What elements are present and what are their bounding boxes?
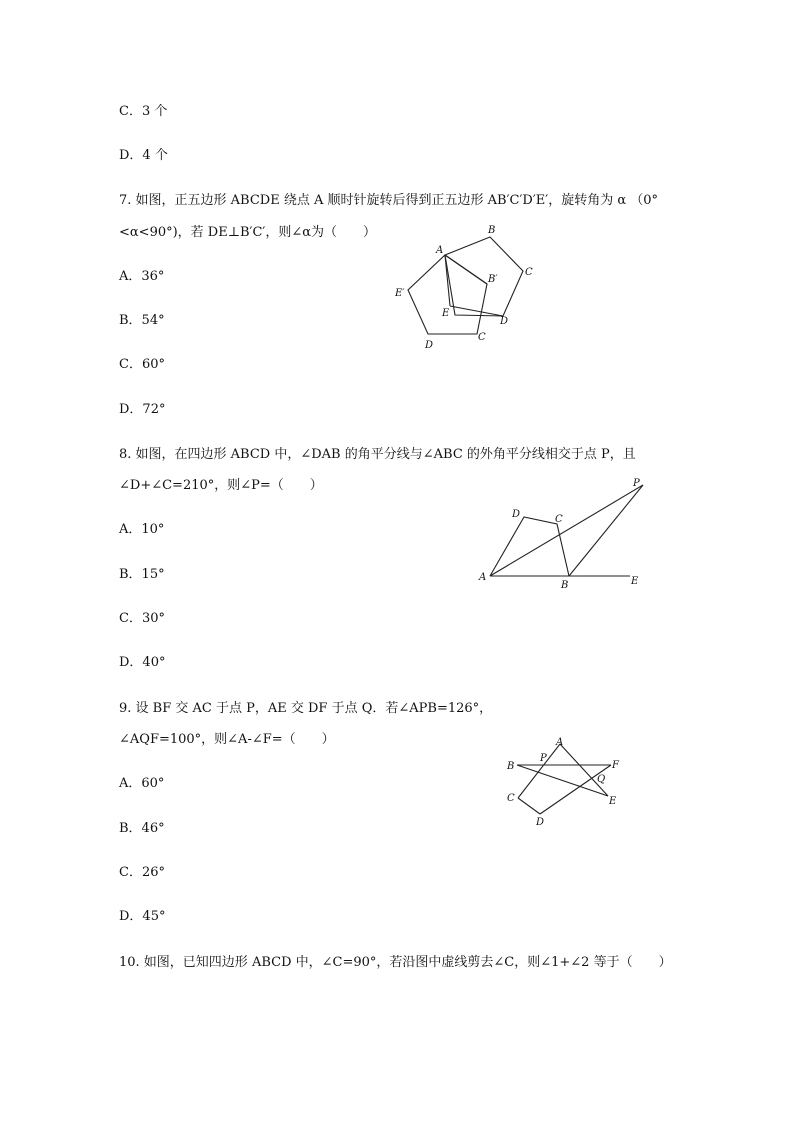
label-E: E [442,308,450,319]
quadrilateral-bisector-figure [474,474,649,592]
label-P: P [540,753,547,764]
label-D: D [512,509,521,520]
label-A: A [556,737,564,748]
label-E: E [609,796,617,807]
question-7-stem-cont: <α<90°)，若 DE⊥B′C′，则∠α为（ ） [119,225,377,240]
option-8c: C．30° [119,611,165,626]
label-B-prime: B′ [488,274,498,285]
option-9c: C．26° [119,865,165,880]
label-E-prime: E′ [395,288,405,299]
question-10-stem: 10. 如图，已知四边形 ABCD 中，∠C=90°，若沿图中虚线剪去∠C，则∠1+∠2 等于（ ） [119,955,672,970]
option-7a: A．36° [119,269,165,284]
label-A: A [479,572,487,583]
label-C-inner: C [478,332,486,343]
segment-df [540,765,611,814]
star-angle-figure [500,733,630,829]
question-7-stem: 7. 如图，正五边形 ABCDE 绕点 A 顺时针旋转后得到正五边形 AB′C′D′E′，旋转角为 α （0° [119,193,659,208]
label-D: D [425,340,434,351]
label-C: C [525,267,533,278]
segment-bp [569,485,643,576]
label-P: P [633,478,640,489]
label-E: E [631,576,639,587]
quadrilateral-abcd [490,517,569,576]
pentagon-abcde [445,237,523,316]
label-F: F [612,760,619,771]
label-B: B [507,761,515,772]
option-9b: B．46° [119,821,165,836]
label-B: B [488,225,496,236]
label-C: C [555,514,563,525]
option-8a: A．10° [119,522,165,537]
pentagon-rotation-figure [390,220,550,355]
segment-ap [490,485,643,576]
label-D-inner: D [500,316,509,327]
option-7c: C．60° [119,357,165,372]
label-A: A [436,245,444,256]
option-6d: D．4 个 [119,148,168,163]
option-7d: D．72° [119,402,166,417]
segment-ac [518,744,560,798]
question-9-stem: 9. 设 BF 交 AC 于点 P，AE 交 DF 于点 Q．若∠APB=126°， [119,701,493,716]
label-D: D [536,817,545,828]
question-9-stem-cont: ∠AQF=100°，则∠A-∠F=（ ） [119,732,335,747]
option-9a: A．60° [119,776,165,791]
segment-e-c [450,306,503,316]
option-9d: D．45° [119,909,166,924]
option-8d: D．40° [119,655,166,670]
label-Q: Q [597,774,606,785]
option-7b: B．54° [119,313,165,328]
segment-cd [518,798,540,814]
label-C: C [507,793,515,804]
option-8b: B．15° [119,567,165,582]
question-8-stem: 8. 如图，在四边形 ABCD 中，∠DAB 的角平分线与∠ABC 的外角平分线相交于点 P，且 [119,447,636,462]
label-B: B [561,580,569,591]
option-6c: C．3 个 [119,104,168,119]
question-8-stem-cont: ∠D+∠C=210°，则∠P=（ ） [119,478,323,493]
segment-ab-prime [445,255,487,284]
